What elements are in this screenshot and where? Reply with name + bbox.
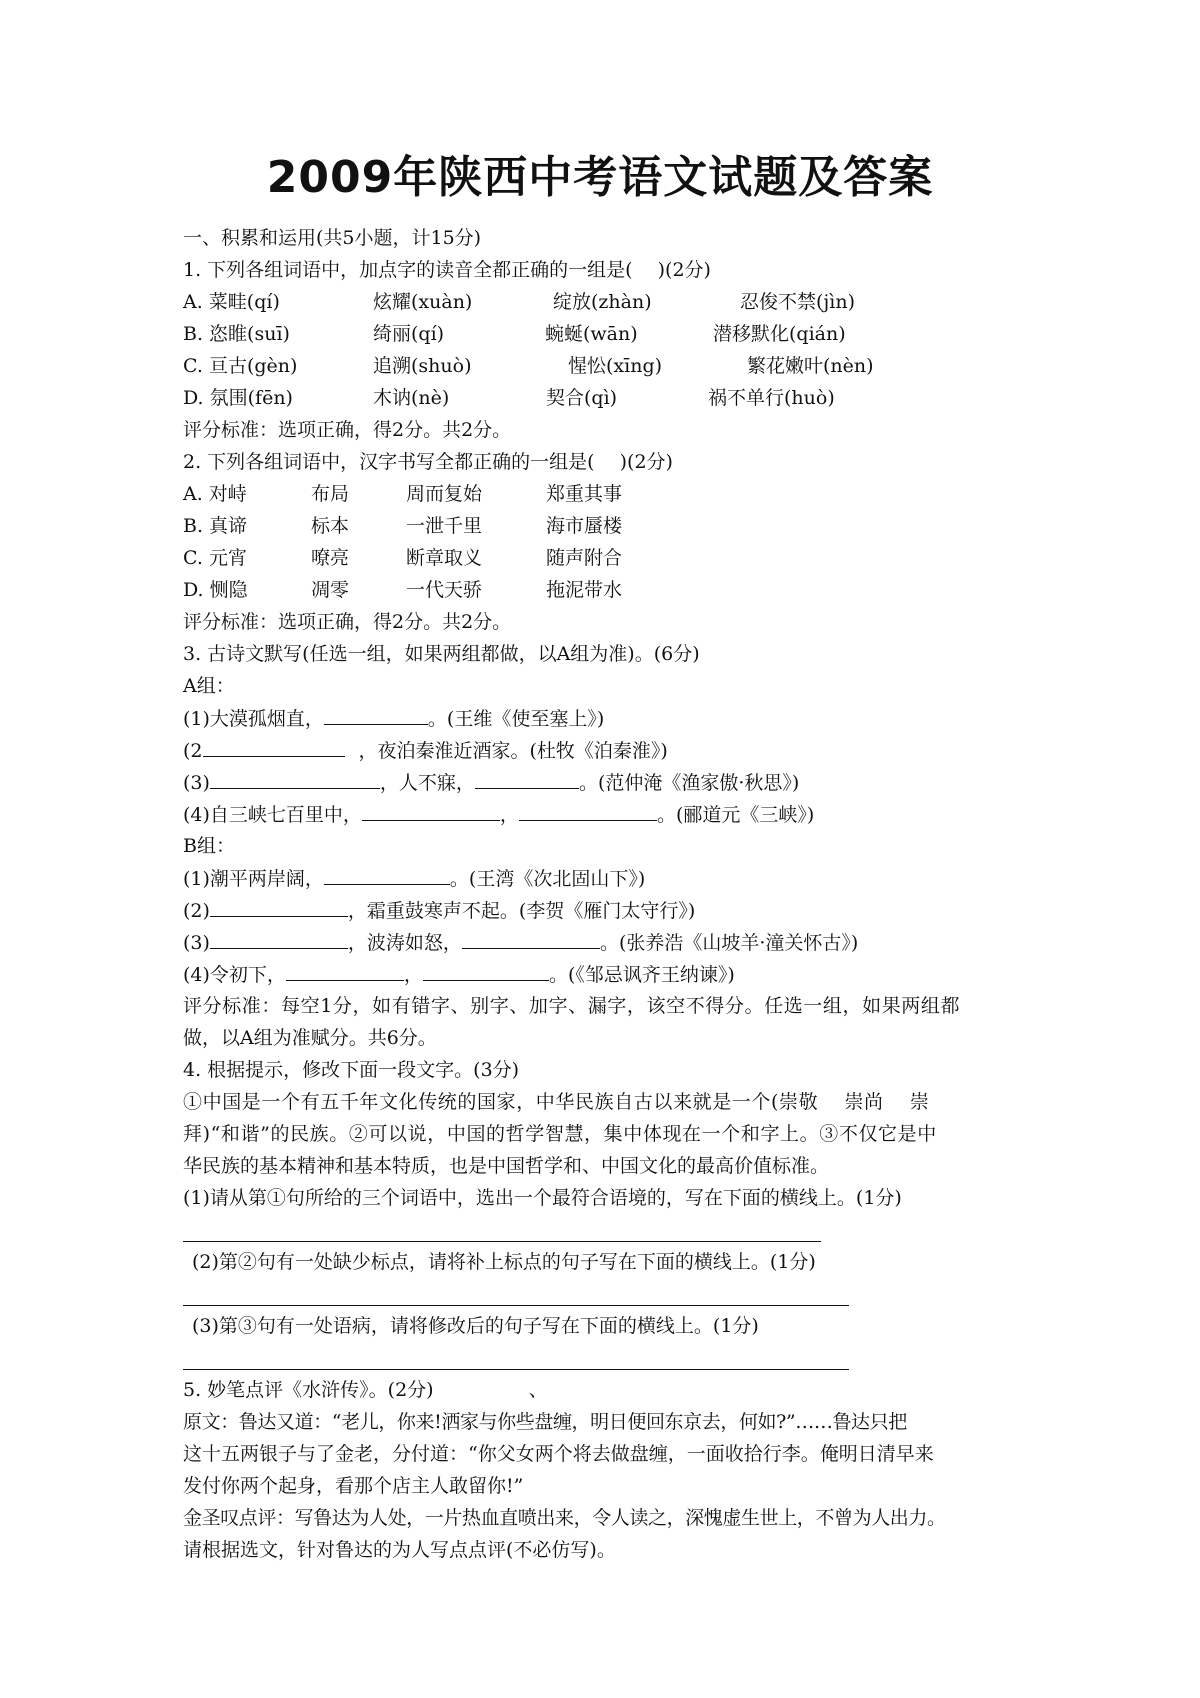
q2-option-d	[183, 576, 703, 604]
q3-b4-line	[183, 960, 735, 989]
q1-c-word-2: 追溯(shuò)	[373, 355, 472, 377]
q5-original-line-3: 发付你两个起身，看那个店主人敢留你!”	[183, 1475, 524, 1497]
q5-stem: 5. 妙笔点评《水浒传》。(2分) 、	[183, 1379, 548, 1401]
q3-a4-line	[183, 800, 814, 829]
q4-stem: 4. 根据提示，修改下面一段文字。(3分)	[183, 1059, 520, 1081]
q3-group-b-label: B组：	[183, 835, 235, 857]
q4-sub2-answer-line[interactable]	[183, 1305, 849, 1306]
q4-paragraph-line-2: 拜)“和谐”的民族。②可以说，中国的哲学智慧，集中体现在一个和字上。③不仅它是中	[183, 1123, 937, 1145]
q4-sub2-prompt: (2)第②句有一处缺少标点，请将补上标点的句子写在下面的横线上。(1分)	[192, 1251, 816, 1273]
q3-a3-middle: ，人不寐，	[379, 772, 475, 794]
q3-b2-prompt: (2)	[183, 900, 210, 922]
q3-b1-line	[183, 864, 645, 893]
q2-b-word-1: B. 真谛	[183, 515, 248, 537]
q2-option-b	[183, 512, 703, 540]
q3-b3-blank-2[interactable]	[462, 928, 600, 949]
q4-sub1-answer-line[interactable]	[183, 1241, 821, 1242]
q3-b3-source: 。(张养浩《山坡羊·潼关怀古》)	[599, 932, 859, 954]
q5-original-line-2: 这十五两银子与了金老，分付道：“你父女两个将去做盘缠，一面收拾行李。俺明日清早来	[183, 1443, 934, 1465]
q1-c-word-3: 惺忪(xīng)	[568, 355, 663, 377]
q1-option-d	[183, 384, 903, 412]
q3-b4-prompt: (4)令初下，	[183, 964, 286, 986]
q3-a3-prompt: (3)	[183, 772, 210, 794]
q1-b-word-3: 蜿蜒(wān)	[545, 323, 638, 345]
q1-b-word-4: 潜移默化(qián)	[713, 323, 846, 345]
q2-b-word-2: 标本	[311, 515, 350, 537]
q2-option-a	[183, 480, 703, 508]
q1-d-word-3: 契合(qì)	[546, 387, 618, 409]
q1-a-word-3: 绽放(zhàn)	[553, 291, 652, 313]
q3-b3-middle: ，波涛如怒，	[347, 932, 462, 954]
q1-d-word-4: 祸不单行(huò)	[708, 387, 835, 409]
q2-scoring: 评分标准：选项正确，得2分。共2分。	[183, 611, 512, 633]
q2-d-word-4: 拖泥带水	[546, 579, 623, 601]
q4-sub3-answer-line[interactable]	[183, 1369, 849, 1370]
q2-d-word-3: 一代天骄	[406, 579, 483, 601]
q3-a1-prompt: (1)大漠孤烟直，	[183, 708, 324, 730]
q3-a2-line	[183, 736, 668, 765]
q3-a1-line	[183, 704, 604, 733]
q2-c-word-3: 断章取义	[406, 547, 483, 569]
q1-b-word-1: B. 恣睢(suī)	[183, 323, 290, 345]
q2-a-word-2: 布局	[311, 483, 350, 505]
q3-a1-blank[interactable]	[324, 704, 428, 725]
q3-scoring-line-2: 做，以A组为准赋分。共6分。	[183, 1027, 437, 1049]
q4-sub1-prompt: (1)请从第①句所给的三个词语中，选出一个最符合语境的，写在下面的横线上。(1分)	[183, 1187, 902, 1209]
q3-a2-blank[interactable]	[203, 736, 345, 757]
q1-a-word-1: A. 菜畦(qí)	[183, 291, 280, 313]
q3-a1-source: 。(王维《使至塞上》)	[427, 708, 605, 730]
q3-a3-blank-2[interactable]	[475, 768, 579, 789]
q2-b-word-3: 一泄千里	[406, 515, 483, 537]
q1-d-word-2: 木讷(nè)	[373, 387, 450, 409]
q1-stem: 1. 下列各组词语中，加点字的读音全都正确的一组是( )(2分)	[183, 259, 711, 281]
q4-paragraph-line-1: ①中国是一个有五千年文化传统的国家，中华民族自古以来就是一个(崇敬 崇尚 崇	[183, 1091, 930, 1113]
q3-b1-blank[interactable]	[324, 864, 450, 885]
q3-scoring-line-1: 评分标准：每空1分，如有错字、别字、加字、漏字，该空不得分。任选一组，如果两组都	[183, 995, 961, 1017]
q2-b-word-4: 海市蜃楼	[546, 515, 623, 537]
q3-a4-blank-1[interactable]	[362, 800, 500, 821]
q1-a-word-4: 忍俊不禁(jìn)	[740, 291, 856, 313]
q3-group-a-label: A组：	[183, 675, 235, 697]
q3-stem: 3. 古诗文默写(任选一组，如果两组都做，以A组为准)。(6分)	[183, 643, 700, 665]
q3-b4-source: 。(《邹忌讽齐王纳谏》)	[548, 964, 735, 986]
page-title: 2009年陕西中考语文试题及答案	[266, 152, 934, 203]
q1-option-b	[183, 320, 903, 348]
q3-b1-source: 。(王湾《次北固山下》)	[449, 868, 646, 890]
q1-scoring: 评分标准：选项正确，得2分。共2分。	[183, 419, 512, 441]
q1-option-c	[183, 352, 903, 380]
q1-c-word-1: C. 亘古(gèn)	[183, 355, 298, 377]
q3-a3-line	[183, 768, 799, 797]
q1-d-word-1: D. 氛围(fēn)	[183, 387, 293, 409]
q3-a2-source: ，夜泊秦淮近酒家。(杜牧《泊秦淮》)	[358, 740, 668, 762]
q3-b3-line	[183, 928, 858, 957]
section-heading: 一、积累和运用(共5小题，计15分)	[183, 227, 482, 249]
q3-b4-middle: ，	[403, 964, 423, 986]
q3-a3-blank-1[interactable]	[210, 768, 380, 789]
q5-original-line-1: 原文：鲁达又道：“老儿，你来!洒家与你些盘缠，明日便回东京去，何如?”……鲁达只把	[183, 1411, 907, 1433]
q2-d-word-1: D. 恻隐	[183, 579, 248, 601]
q2-option-c	[183, 544, 703, 572]
q1-b-word-2: 绮丽(qí)	[373, 323, 445, 345]
q1-c-word-4: 繁花嫩叶(nèn)	[747, 355, 874, 377]
q4-sub3-prompt: (3)第③句有一处语病，请将修改后的句子写在下面的横线上。(1分)	[192, 1315, 759, 1337]
q2-stem: 2. 下列各组词语中，汉字书写全都正确的一组是( )(2分)	[183, 451, 673, 473]
q1-option-a	[183, 288, 903, 316]
q3-b1-prompt: (1)潮平两岸阔，	[183, 868, 324, 890]
q5-comment-line-2: 请根据选文，针对鲁达的为人写点点评(不必仿写)。	[183, 1539, 616, 1561]
q5-comment-line-1: 金圣叹点评：写鲁达为人处，一片热血直喷出来，令人读之，深愧虚生世上，不曾为人出力。	[183, 1507, 946, 1529]
q3-a4-source: 。(郦道元《三峡》)	[656, 804, 815, 826]
q2-a-word-3: 周而复始	[406, 483, 483, 505]
q1-a-word-2: 炫耀(xuàn)	[373, 291, 473, 313]
q3-b4-blank-2[interactable]	[423, 960, 549, 981]
q2-a-word-1: A. 对峙	[183, 483, 247, 505]
q4-paragraph-line-3: 华民族的基本精神和基本特质，也是中国哲学和、中国文化的最高价值标准。	[183, 1155, 830, 1177]
q3-b2-line	[183, 896, 695, 925]
q3-b2-blank[interactable]	[210, 896, 348, 917]
q3-b3-prompt: (3)	[183, 932, 210, 954]
q2-c-word-1: C. 元宵	[183, 547, 247, 569]
q2-a-word-4: 郑重其事	[546, 483, 623, 505]
q3-b4-blank-1[interactable]	[286, 960, 404, 981]
q2-c-word-4: 随声附合	[546, 547, 623, 569]
q3-a3-source: 。(范仲淹《渔家傲·秋思》)	[578, 772, 800, 794]
q2-c-word-2: 嘹亮	[311, 547, 350, 569]
q2-d-word-2: 凋零	[311, 579, 350, 601]
q3-a2-prompt: (2	[183, 740, 203, 762]
q3-a4-middle: ，	[499, 804, 519, 826]
q3-b3-blank-1[interactable]	[210, 928, 348, 949]
q3-b2-source: ，霜重鼓寒声不起。(李贺《雁门太守行》)	[347, 900, 696, 922]
q3-a4-blank-2[interactable]	[519, 800, 657, 821]
q3-a4-prompt: (4)自三峡七百里中，	[183, 804, 362, 826]
